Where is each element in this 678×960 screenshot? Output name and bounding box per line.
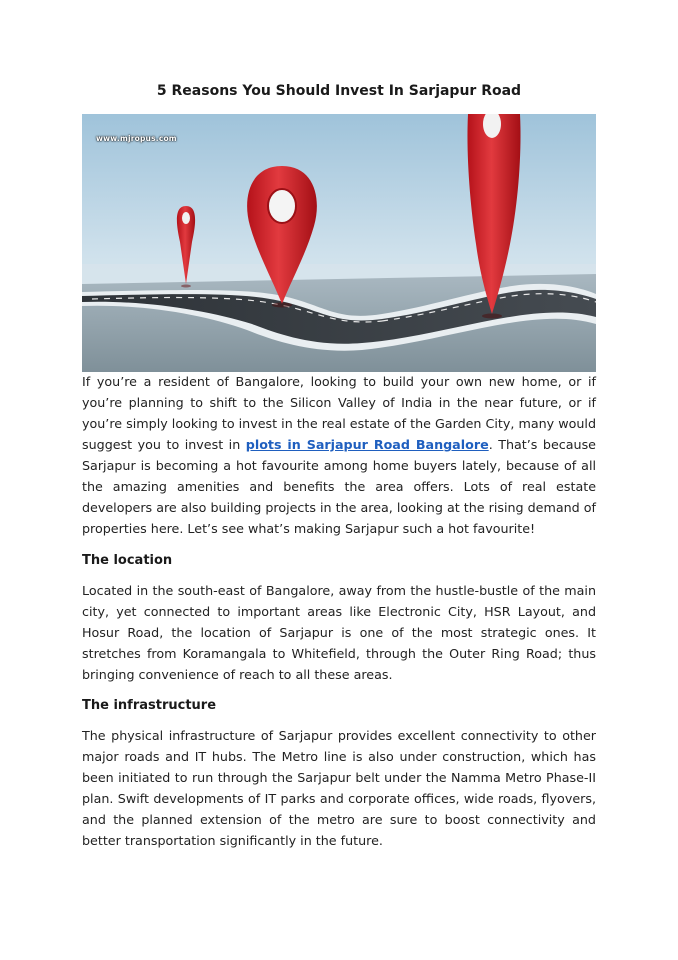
intro-paragraph xyxy=(82,371,596,539)
intro-text-start: If you’re a resident of Bangalore, looking to build your own new home, or if you’re planning to shift to the Silicon Valley of India in the near future, or if you’re simply looking to invest in the real estate of the Garden City, many would suggest you to invest in xyxy=(82,374,596,452)
section-body-infrastructure: The physical infrastructure of Sarjapur provides excellent connectivity to other major roads and IT hubs. The Metro line is also under construction, which has been initiated to run through the Sarjapur belt under the Namma Metro Phase-II plan. Swift developments of IT parks and corporate offices, wide roads, flyovers, and the planned extension of the metro are sure to boost connectivity and better transportation significantly in the future. xyxy=(82,728,596,848)
hero-image xyxy=(82,114,596,372)
section-heading-location: The location xyxy=(82,553,173,568)
plots-link[interactable]: plots in Sarjapur Road Bangalore xyxy=(245,437,489,452)
map-pins-road-image xyxy=(82,114,596,372)
page-title: 5 Reasons You Should Invest In Sarjapur Road xyxy=(156,83,522,99)
section-body-location: Located in the south-east of Bangalore, away from the hustle-bustle of the main city, yet connected to important areas like Electronic City, HSR Layout, and Hosur Road, the location of Sarjapur is one of the most strategic ones. It stretches from Koramangala to Whitefield, through the Outer Ring Road; thus bringing convenience of reach to all these areas. xyxy=(82,583,596,682)
section-heading-infrastructure: The infrastructure xyxy=(82,698,217,713)
image-watermark: www.mjropus.com xyxy=(96,134,177,143)
intro-text-end: . That’s because Sarjapur is becoming a hot favourite among home buyers lately, because of all the amazing amenities and benefits the area offers. Lots of real estate developers are also building projects in the area, looking at the rising demand of properties here. Let’s see what’s making Sarjapur such a hot favourite! xyxy=(82,437,596,536)
